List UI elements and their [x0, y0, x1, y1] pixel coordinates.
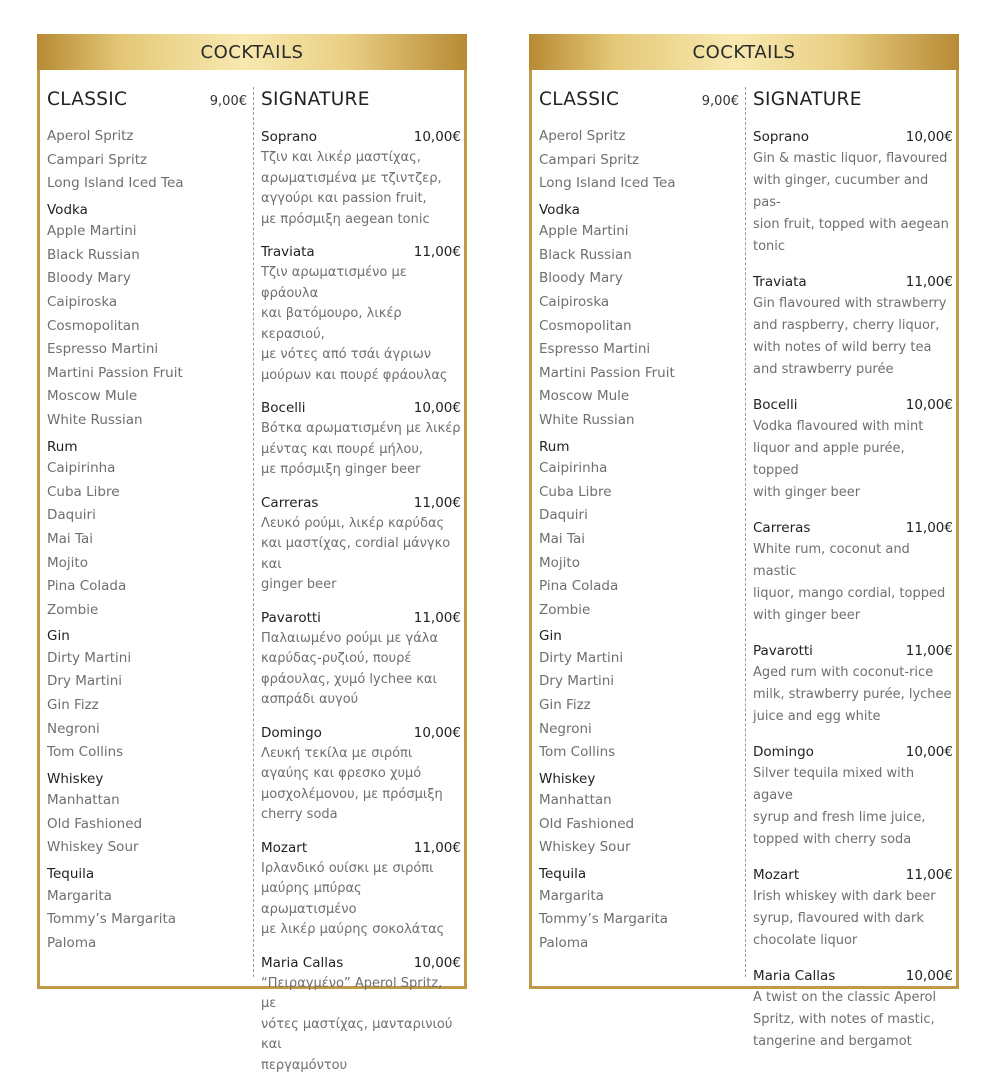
- signature-heading: SIGNATURE: [753, 89, 862, 110]
- menu-item: Mai Tai: [47, 530, 93, 547]
- description-line: syrup and fresh lime juice,: [753, 810, 926, 825]
- description-line: and strawberry purée: [753, 362, 894, 377]
- menu-item: Cosmopolitan: [539, 317, 632, 334]
- menu-item: Pina Colada: [539, 578, 619, 595]
- description-line: Silver tequila mixed with agave: [753, 766, 915, 803]
- description-line: topped with cherry soda: [753, 832, 912, 847]
- signature-item-description: [261, 744, 461, 826]
- menu-item: Mojito: [539, 554, 580, 571]
- menu-item: Zombie: [539, 601, 591, 618]
- signature-item-price: 11,00€: [905, 867, 953, 883]
- signature-item-name: Maria Callas: [261, 954, 344, 971]
- signature-item-description: [261, 148, 461, 230]
- menu-item: Paloma: [539, 934, 589, 951]
- menu-item: Gin Fizz: [539, 696, 591, 713]
- description-line: Λευκή τεκίλα με σιρόπι: [261, 745, 413, 761]
- menu-item: Caipiroska: [47, 294, 118, 311]
- signature-item: [753, 966, 953, 1053]
- signature-item-price: 11,00€: [413, 244, 461, 260]
- signature-item-name: Pavarotti: [753, 643, 813, 659]
- menu-item: Tom Collins: [47, 744, 124, 761]
- signature-item-description: [261, 629, 461, 711]
- menu-panel-english: [529, 34, 959, 1049]
- signature-item-name: Soprano: [261, 129, 318, 145]
- menu-item: Paloma: [47, 934, 97, 951]
- classic-heading: CLASSIC: [539, 89, 620, 110]
- menu-item: Caipirinha: [539, 460, 608, 477]
- menu-item: Espresso Martini: [47, 341, 159, 358]
- signature-item-description: [753, 987, 953, 1053]
- signature-item-header: [261, 838, 461, 859]
- signature-item: [753, 518, 953, 627]
- menu-item: Zombie: [47, 601, 99, 618]
- description-line: Irish whiskey with dark beer: [753, 889, 936, 904]
- banner-cocktails: COCKTAILS: [529, 34, 959, 70]
- signature-item-description: [261, 263, 461, 386]
- description-line: αρωματισμένα με τζιντζερ,: [261, 170, 442, 186]
- menu-item: Campari Spritz: [539, 151, 640, 168]
- signature-item-price: 10,00€: [413, 724, 461, 741]
- signature-item-header: [261, 953, 461, 974]
- menu-item: Apple Martini: [539, 223, 629, 240]
- menu-item: Caipirinha: [47, 460, 116, 477]
- description-line: Ιρλανδικό ουίσκι με σιρόπι: [261, 860, 434, 876]
- description-line: with ginger beer: [753, 608, 861, 623]
- signature-item-header: [261, 608, 461, 629]
- signature-column: [753, 89, 953, 1067]
- description-line: with ginger beer: [753, 485, 861, 500]
- category-heading: Tequila: [47, 866, 95, 883]
- description-line: ginger beer: [261, 577, 337, 592]
- menu-item: Tom Collins: [539, 744, 616, 761]
- description-line: με πρόσμιξη ginger beer: [261, 462, 421, 477]
- signature-heading: SIGNATURE: [261, 89, 370, 110]
- signature-item-header: [753, 127, 953, 148]
- menu-item: Cuba Libre: [47, 483, 120, 500]
- signature-item: [261, 953, 461, 1077]
- description-line: with notes of wild berry tea: [753, 340, 932, 355]
- description-line: Λευκό ρούμι, λικέρ καρύδας: [261, 515, 445, 531]
- description-line: Spritz, with notes of mastic,: [753, 1012, 935, 1027]
- signature-item-name: Mozart: [753, 867, 800, 883]
- menu-panel-greek: [37, 34, 467, 1073]
- signature-item: [261, 838, 461, 941]
- menu-item: Dry Martini: [47, 673, 123, 690]
- signature-item-price: 10,00€: [905, 397, 953, 413]
- description-line: and raspberry, cherry liquor,: [753, 318, 940, 333]
- description-line: με νότες από τσάι άγριων: [261, 347, 431, 362]
- signature-list: [753, 127, 953, 1053]
- signature-item-header: [753, 518, 953, 539]
- signature-item-price: 11,00€: [905, 274, 953, 290]
- signature-item: [261, 493, 461, 596]
- signature-item-header: [753, 742, 953, 763]
- menu-item: Aperol Spritz: [539, 128, 626, 144]
- classic-column: [539, 89, 739, 955]
- menu-item: Pina Colada: [47, 578, 127, 595]
- signature-item-price: 11,00€: [413, 839, 461, 856]
- signature-item-header: [261, 723, 461, 744]
- description-line: Τζιν αρωματισμένο με φράουλα: [261, 265, 407, 301]
- signature-item-description: [753, 416, 953, 504]
- signature-item-price: 10,00€: [413, 954, 461, 971]
- signature-item: [261, 608, 461, 711]
- menu-item: Black Russian: [47, 246, 140, 263]
- menu-item: Long Island Iced Tea: [47, 175, 184, 192]
- signature-item-name: Carreras: [261, 494, 319, 511]
- description-line: tangerine and bergamot: [753, 1034, 912, 1049]
- category-heading: Whiskey: [47, 770, 104, 787]
- menu-item: Aperol Spritz: [47, 128, 134, 144]
- menu-item: Cuba Libre: [539, 483, 612, 500]
- classic-price: 9,00€: [701, 94, 739, 109]
- menu-item: Old Fashioned: [539, 815, 635, 832]
- signature-item-price: 10,00€: [413, 129, 461, 145]
- description-line: Gin & mastic liquor, flavoured: [753, 151, 948, 166]
- signature-item-header: [753, 966, 953, 987]
- signature-item-header: [261, 493, 461, 514]
- description-line: νότες μαστίχας, μανταρινιού και: [261, 1016, 453, 1052]
- description-line: Gin flavoured with strawberry: [753, 296, 947, 311]
- signature-item: [261, 127, 461, 230]
- menu-item: Whiskey Sour: [539, 839, 631, 856]
- classic-price: 9,00€: [209, 94, 247, 109]
- description-line: Παλαιωμένο ρούμι με γάλα: [261, 630, 439, 646]
- category-heading: Vodka: [539, 201, 580, 218]
- description-line: φράουλας, χυμό lychee και: [261, 671, 437, 687]
- signature-item-description: [753, 662, 953, 728]
- signature-item-name: Mozart: [261, 839, 308, 856]
- signature-item-header: [753, 272, 953, 293]
- menu-item: Daquiri: [539, 507, 588, 524]
- description-line: Aged rum with coconut-rice: [753, 665, 934, 680]
- description-line: cherry soda: [261, 807, 338, 822]
- menu-item: Dry Martini: [539, 673, 615, 690]
- menu-item: Dirty Martini: [47, 649, 132, 666]
- signature-item-description: [261, 974, 461, 1077]
- menu-item: Daquiri: [47, 507, 96, 524]
- signature-item-name: Traviata: [261, 244, 315, 260]
- description-line: White rum, coconut and mastic: [753, 542, 910, 579]
- signature-item-name: Traviata: [753, 274, 807, 290]
- menu-item: Moscow Mule: [47, 388, 138, 405]
- signature-item-description: [753, 148, 953, 258]
- signature-item: [753, 127, 953, 258]
- menu-item: Tommy’s Margarita: [47, 911, 177, 928]
- signature-item-description: [261, 514, 461, 596]
- signature-item: [753, 395, 953, 504]
- menu-item: Manhattan: [539, 792, 612, 809]
- menu-item: Black Russian: [539, 246, 632, 263]
- banner-cocktails: COCKTAILS: [37, 34, 467, 70]
- description-line: with ginger, cucumber and pas-: [753, 173, 929, 210]
- menu-item: Caipiroska: [539, 294, 610, 311]
- signature-item-description: [753, 763, 953, 851]
- signature-item-header: [753, 395, 953, 416]
- menu-item: White Russian: [47, 412, 143, 429]
- signature-item-price: 10,00€: [905, 129, 953, 145]
- menu-item: Martini Passion Fruit: [539, 364, 675, 381]
- description-line: chocolate liquor: [753, 933, 858, 948]
- menu-item: Espresso Martini: [539, 341, 651, 358]
- description-line: tonic: [753, 239, 786, 254]
- description-line: milk, strawberry purée, lychee: [753, 687, 952, 702]
- description-line: liquor and apple purée, topped: [753, 441, 905, 478]
- signature-item: [261, 398, 461, 481]
- signature-item: [753, 742, 953, 851]
- description-line: ασπράδι αυγού: [261, 692, 359, 707]
- description-line: juice and egg white: [753, 709, 881, 724]
- description-line: και βατόμουρο, λικέρ κερασιού,: [261, 306, 402, 342]
- category-heading: Tequila: [539, 866, 587, 883]
- description-line: Vodka flavoured with mint: [753, 419, 924, 434]
- menu-item: Mojito: [47, 554, 88, 571]
- menu-item: Moscow Mule: [539, 388, 630, 405]
- signature-item-name: Bocelli: [261, 400, 306, 416]
- signature-item-description: [753, 293, 953, 381]
- description-line: μαύρης μπύρας αρωματισμένο: [261, 881, 362, 917]
- description-line: “Πειραγμένο” Aperol Spritz, με: [261, 975, 443, 1011]
- description-line: Τζιν και λικέρ μαστίχας,: [261, 150, 421, 165]
- menu-item: Long Island Iced Tea: [539, 175, 676, 192]
- category-heading: Rum: [47, 438, 78, 455]
- signature-item: [753, 272, 953, 381]
- menu-item: Bloody Mary: [539, 270, 623, 287]
- menu-item: Bloody Mary: [47, 270, 131, 287]
- menu-item: Apple Martini: [47, 223, 137, 240]
- signature-item: [261, 723, 461, 826]
- menu-item: Martini Passion Fruit: [47, 364, 183, 381]
- classic-list: [47, 125, 247, 955]
- description-line: sion fruit, topped with aegean: [753, 217, 949, 232]
- menu-item: Cosmopolitan: [47, 317, 140, 334]
- signature-item-price: 11,00€: [413, 609, 461, 626]
- menu-item: Margarita: [47, 887, 112, 904]
- signature-item-name: Domingo: [261, 724, 322, 741]
- description-line: με πρόσμιξη aegean tonic: [261, 211, 430, 227]
- signature-item-name: Carreras: [753, 520, 811, 536]
- classic-column: [47, 89, 247, 955]
- menu-item: White Russian: [539, 412, 635, 429]
- category-heading: Vodka: [47, 201, 88, 218]
- classic-heading: CLASSIC: [47, 89, 128, 110]
- description-line: και μαστίχας, cordial μάνγκο και: [261, 536, 451, 572]
- signature-item-description: [261, 419, 461, 481]
- signature-item-name: Maria Callas: [753, 968, 836, 984]
- signature-item-price: 10,00€: [905, 744, 953, 760]
- signature-column: [261, 89, 461, 1088]
- column-divider: [745, 87, 746, 977]
- description-line: αγγούρι και passion fruit,: [261, 191, 427, 206]
- signature-item-price: 11,00€: [413, 494, 461, 511]
- signature-item-description: [261, 859, 461, 941]
- signature-item-header: [261, 242, 461, 263]
- category-heading: Whiskey: [539, 770, 596, 787]
- signature-item-price: 11,00€: [905, 643, 953, 659]
- signature-list: [261, 127, 461, 1076]
- description-line: Βότκα αρωματισμένη με λικέρ: [261, 421, 461, 436]
- signature-item-header: [261, 127, 461, 148]
- category-heading: Rum: [539, 438, 570, 455]
- description-line: liquor, mango cordial, topped: [753, 586, 946, 601]
- menu-item: Mai Tai: [539, 530, 585, 547]
- menu-item: Old Fashioned: [47, 815, 143, 832]
- description-line: αγαύης και φρεσκο χυμό: [261, 766, 422, 781]
- menu-item: Whiskey Sour: [47, 839, 139, 856]
- description-line: μοσχολέμονου, με πρόσμιξη: [261, 786, 443, 802]
- menu-item: Tommy’s Margarita: [539, 911, 669, 928]
- menu-item: Dirty Martini: [539, 649, 624, 666]
- signature-item-description: [753, 886, 953, 952]
- description-line: μούρων και πουρέ φράουλας: [261, 367, 448, 383]
- signature-item-price: 10,00€: [905, 968, 953, 984]
- category-heading: Gin: [539, 628, 562, 645]
- description-line: A twist on the classic Aperol: [753, 990, 937, 1005]
- menu-item: Negroni: [539, 720, 592, 737]
- signature-item-price: 10,00€: [413, 400, 461, 416]
- menu-item: Gin Fizz: [47, 696, 99, 713]
- signature-item: [753, 865, 953, 952]
- category-heading: Gin: [47, 628, 70, 645]
- signature-item-description: [753, 539, 953, 627]
- menu-item: Manhattan: [47, 792, 120, 809]
- description-line: με λικέρ μαύρης σοκολάτας: [261, 922, 445, 937]
- description-line: syrup, flavoured with dark: [753, 911, 924, 926]
- signature-item-price: 11,00€: [905, 520, 953, 536]
- description-line: καρύδας-ρυζιού, πουρέ: [261, 651, 412, 666]
- menu-item: Margarita: [539, 887, 604, 904]
- signature-item-header: [753, 865, 953, 886]
- signature-item-name: Domingo: [753, 744, 814, 760]
- signature-item: [261, 242, 461, 386]
- column-divider: [253, 87, 254, 977]
- signature-item-header: [261, 398, 461, 419]
- menu-item: Campari Spritz: [47, 151, 148, 168]
- description-line: περγαμόντου: [261, 1057, 348, 1073]
- signature-item-name: Bocelli: [753, 397, 798, 413]
- signature-item: [753, 641, 953, 728]
- menu-item: Negroni: [47, 720, 100, 737]
- description-line: μέντας και πουρέ μήλου,: [261, 441, 424, 457]
- signature-item-header: [753, 641, 953, 662]
- signature-item-name: Soprano: [753, 129, 810, 145]
- classic-list: [539, 125, 739, 955]
- signature-item-name: Pavarotti: [261, 609, 321, 626]
